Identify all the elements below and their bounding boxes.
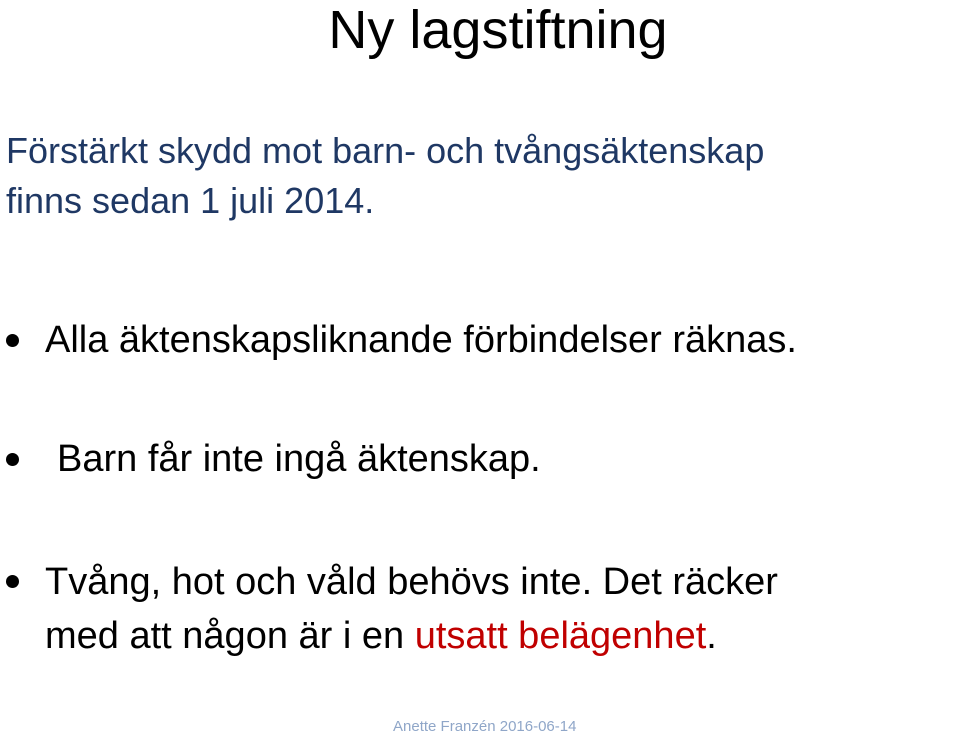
bullet-dot-icon [6,453,19,466]
bullet-3-line-2 [45,609,778,663]
bullet-3-plain-text: med att någon är i en [45,615,415,657]
intro-line-2: finns sedan 1 juli 2014. [6,180,375,221]
bullet-dot-icon [6,575,19,588]
bullet-text-3 [45,555,778,663]
intro-paragraph [6,126,764,226]
emphasis-text: utsatt belägenhet [414,615,707,657]
bullet-dot-icon [6,334,19,347]
bullet-3-end-punctuation: . [706,615,717,657]
bullet-text-2: Barn får inte ingå äktenskap. [57,438,541,480]
slide-title: Ny lagstiftning [328,0,668,60]
bullet-text-1: Alla äktenskapsliknande förbindelser räknas. [45,319,797,361]
intro-line-1: Förstärkt skydd mot barn- och tvångsäktenskap [6,130,765,171]
slide-footer: Anette Franzén 2016-06-14 [393,718,577,735]
bullet-3-line-1: Tvång, hot och våld behövs inte. Det räcker [45,561,778,603]
